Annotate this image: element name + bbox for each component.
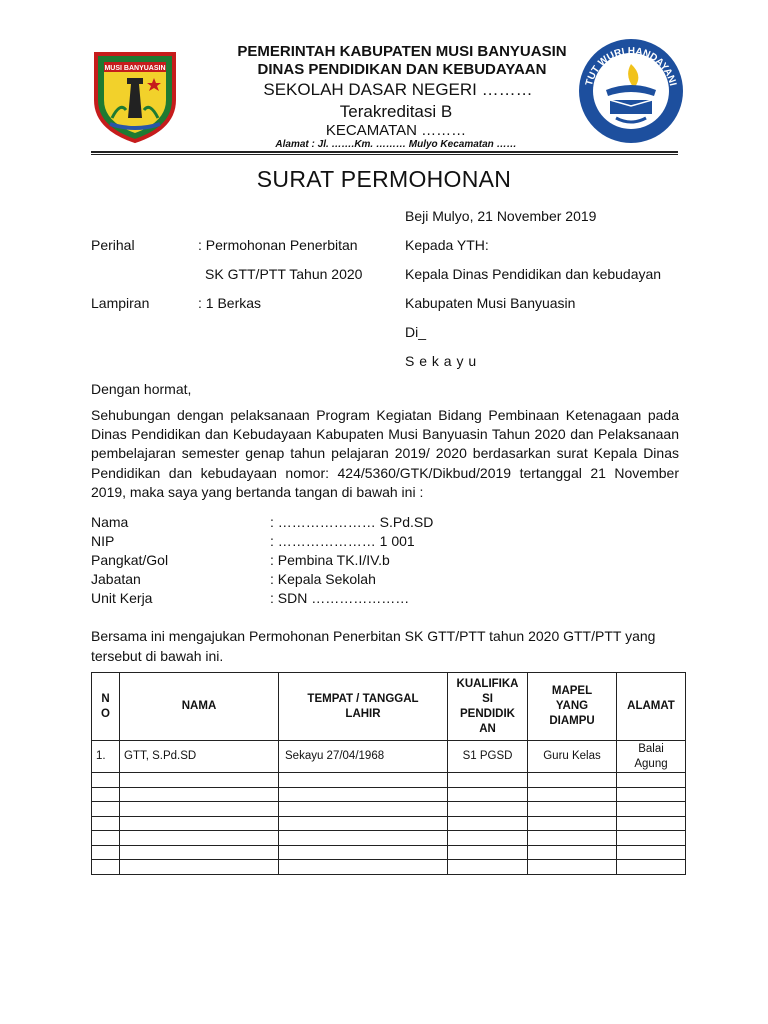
cell-ttl: Sekayu 27/04/1968	[279, 741, 448, 773]
addressee-line-4: Di_	[405, 324, 427, 340]
cell-ttl	[279, 816, 448, 831]
cell-nama	[120, 773, 279, 788]
cell-no	[92, 816, 120, 831]
cell-mapel: Guru Kelas	[528, 741, 617, 773]
svg-text:MUSI BANYUASIN: MUSI BANYUASIN	[104, 65, 166, 72]
closing-paragraph: Bersama ini mengajukan Permohonan Penerbitan SK GTT/PTT tahun 2020 GTT/PTT yang tersebut di bawah ini.	[91, 628, 656, 664]
field-value-pangkat: : Pembina TK.I/IV.b	[270, 552, 390, 568]
field-label-unit-kerja: Unit Kerja	[91, 590, 153, 606]
cell-nama	[120, 816, 279, 831]
cell-alamat	[617, 845, 686, 860]
cell-no	[92, 831, 120, 846]
table-row	[92, 816, 686, 831]
cell-no	[92, 860, 120, 875]
cell-alamat: Balai Agung	[617, 741, 686, 773]
cell-alamat	[617, 802, 686, 817]
cell-mapel	[528, 802, 617, 817]
field-label-nip: NIP	[91, 533, 115, 549]
header-accreditation: Terakreditasi B	[339, 102, 453, 121]
cell-nama	[120, 831, 279, 846]
addressee-line-2: Kepala Dinas Pendidikan dan kebudayan	[405, 266, 662, 282]
lampiran-value: : 1 Berkas	[198, 295, 262, 311]
cell-alamat	[617, 816, 686, 831]
header-district: KECAMATAN ………	[325, 122, 467, 139]
table-header-row	[92, 673, 686, 741]
table-row	[92, 860, 686, 875]
place-date: Beji Mulyo, 21 November 2019	[405, 208, 597, 224]
cell-mapel	[528, 845, 617, 860]
field-label-nama: Nama	[91, 514, 129, 530]
header-kualifikasi: KUALIFIKA SI PENDIDIK AN	[448, 673, 528, 741]
body-paragraph: Sehubungan dengan pelaksanaan Program Kegiatan Bidang Pembinaan Ketenagaan pada Dinas Pendidikan dan Kebudayaan Kabupaten Musi Banyuasin Tahun 2020 dan Pelaksanaan pembelajaran semester genap tahun pelajaran 2019/ 2020 berdasarkan surat Kepala Dinas Pendidikan dan kebudayaan nomor: 424/5360/GTK/Dikbud/2019 tertanggal 21 November 2019, maka saya yang bertanda tangan di bawah ini :	[91, 407, 679, 500]
field-label-pangkat: Pangkat/Gol	[91, 552, 169, 568]
header-school-name: SEKOLAH DASAR NEGERI ………	[263, 80, 533, 99]
cell-nama: GTT, S.Pd.SD	[120, 741, 279, 773]
table-row	[92, 773, 686, 788]
cell-nama	[120, 787, 279, 802]
cell-mapel	[528, 787, 617, 802]
cell-mapel	[528, 773, 617, 788]
cell-kualifikasi	[448, 860, 528, 875]
field-value-nip: : ………………… 1 001	[270, 533, 415, 549]
cell-ttl	[279, 802, 448, 817]
cell-nama	[120, 860, 279, 875]
header-department: DINAS PENDIDIKAN DAN KEBUDAYAAN	[257, 61, 547, 78]
table-row	[92, 787, 686, 802]
cell-no: 1.	[92, 741, 120, 773]
cell-ttl	[279, 860, 448, 875]
cell-no	[92, 802, 120, 817]
staff-table	[91, 672, 686, 875]
cell-mapel	[528, 860, 617, 875]
header-divider	[91, 151, 678, 153]
header-address: Alamat : Jl. …….Km. ……… Mulyo Kecamatan ……	[275, 139, 517, 150]
field-label-jabatan: Jabatan	[91, 571, 141, 587]
header-no: N O	[92, 673, 120, 741]
field-value-nama: : ………………… S.Pd.SD	[270, 514, 434, 530]
cell-kualifikasi	[448, 802, 528, 817]
cell-mapel	[528, 831, 617, 846]
addressee-line-3: Kabupaten Musi Banyuasin	[405, 295, 576, 311]
field-value-jabatan: : Kepala Sekolah	[270, 571, 376, 587]
header-mapel: MAPEL YANG DIAMPU	[528, 673, 617, 741]
cell-alamat	[617, 787, 686, 802]
header-divider-thin	[91, 154, 678, 155]
cell-ttl	[279, 831, 448, 846]
cell-ttl	[279, 845, 448, 860]
cell-kualifikasi: S1 PGSD	[448, 741, 528, 773]
cell-nama	[120, 802, 279, 817]
cell-kualifikasi	[448, 845, 528, 860]
perihal-label: Perihal	[91, 237, 135, 253]
cell-ttl	[279, 773, 448, 788]
perihal-value-1: : Permohonan Penerbitan	[198, 237, 358, 253]
cell-kualifikasi	[448, 787, 528, 802]
cell-kualifikasi	[448, 816, 528, 831]
svg-text:TUT WURI HANDAYANI: TUT WURI HANDAYANI	[583, 45, 679, 88]
field-value-unit-kerja: : SDN …………………	[270, 590, 410, 606]
letter-title: SURAT PERMOHONAN	[256, 166, 512, 192]
table-row	[92, 741, 686, 773]
cell-alamat	[617, 773, 686, 788]
cell-no	[92, 845, 120, 860]
header-government: PEMERINTAH KABUPATEN MUSI BANYUASIN	[237, 43, 567, 60]
lampiran-label: Lampiran	[91, 295, 150, 311]
cell-alamat	[617, 831, 686, 846]
header-nama: NAMA	[120, 673, 279, 741]
table-row	[92, 831, 686, 846]
cell-alamat	[617, 860, 686, 875]
cell-ttl	[279, 787, 448, 802]
addressee-line-5: S e k a y u	[405, 353, 477, 369]
addressee-line-1: Kepada YTH:	[405, 237, 489, 253]
header-alamat: ALAMAT	[617, 673, 686, 741]
perihal-value-2: SK GTT/PTT Tahun 2020	[205, 266, 363, 282]
cell-no	[92, 787, 120, 802]
cell-nama	[120, 845, 279, 860]
cell-mapel	[528, 816, 617, 831]
cell-kualifikasi	[448, 831, 528, 846]
header-ttl: TEMPAT / TANGGAL LAHIR	[279, 673, 448, 741]
cell-no	[92, 773, 120, 788]
table-row	[92, 802, 686, 817]
table-row	[92, 845, 686, 860]
greeting: Dengan hormat,	[91, 381, 192, 397]
cell-kualifikasi	[448, 773, 528, 788]
